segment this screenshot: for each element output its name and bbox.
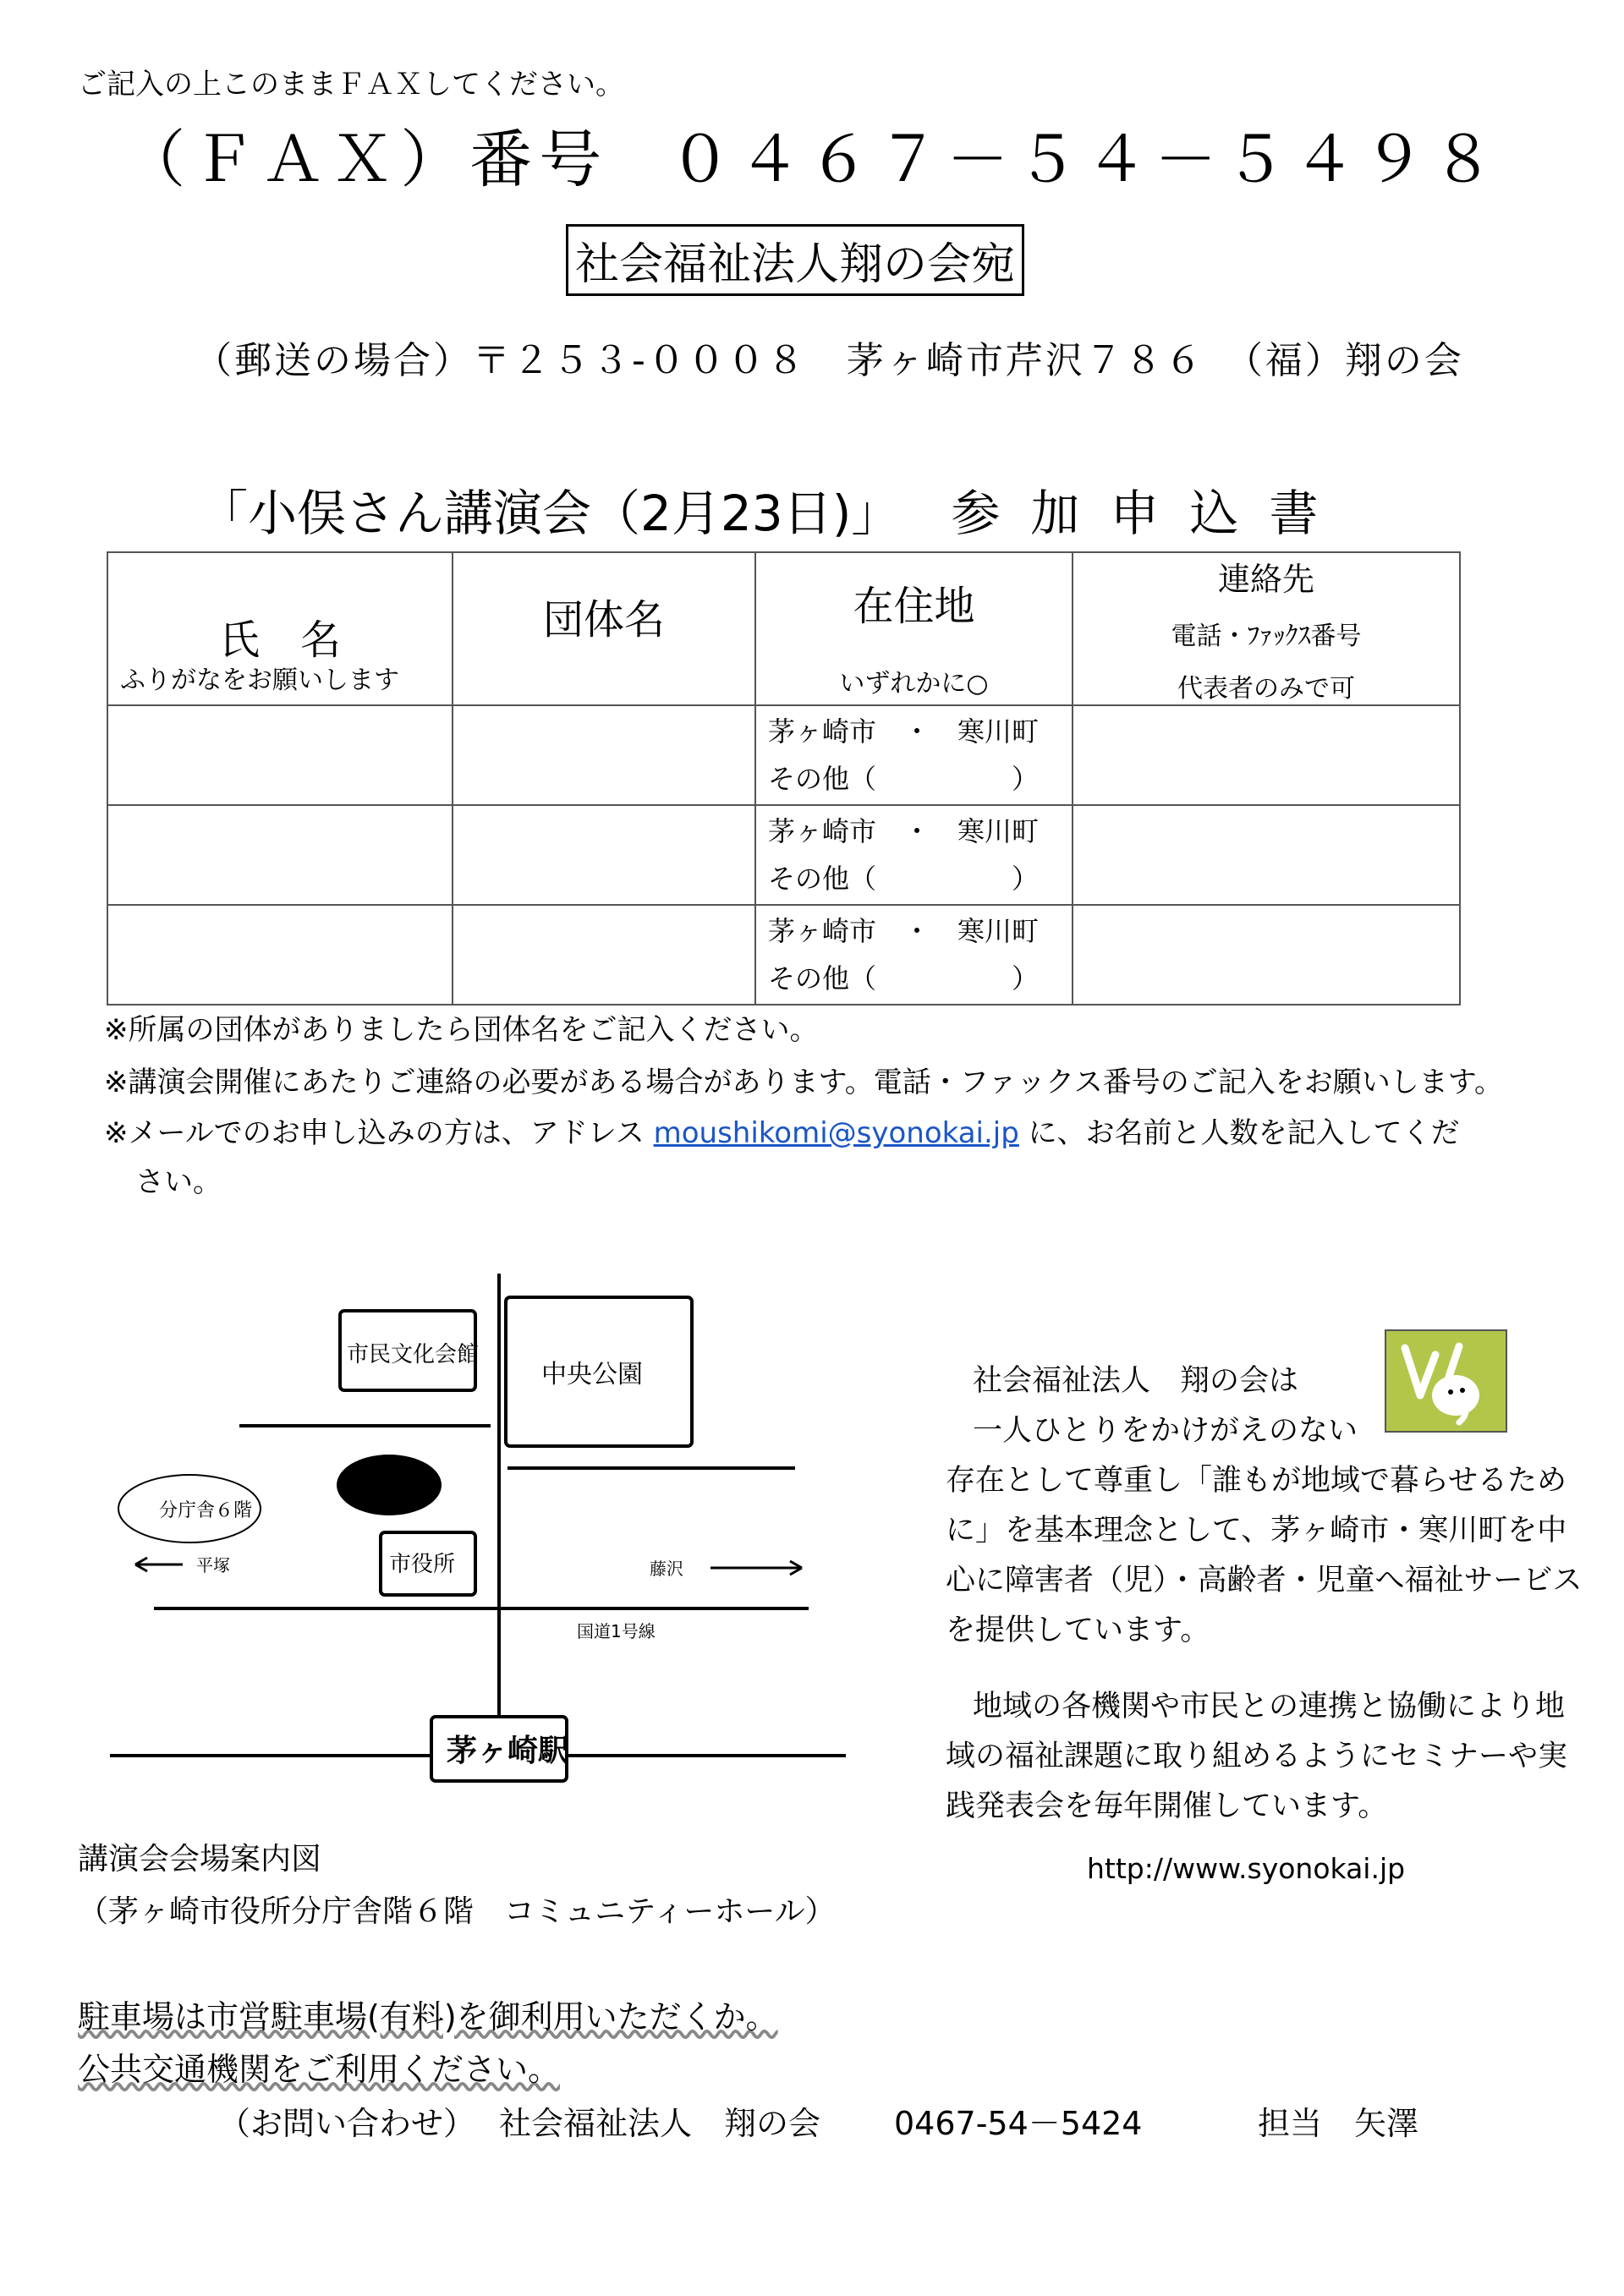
transit-info: 公共交通機関をご利用ください。 bbox=[78, 2051, 561, 2088]
form-title-event: 「小俣さん講演会（2月23日)」 bbox=[199, 485, 901, 542]
residence-other: その他（ ） bbox=[768, 962, 1040, 995]
inquiry-phone: 0467-54－5424 bbox=[894, 2105, 1143, 2142]
group-cell[interactable] bbox=[453, 805, 755, 905]
note-email-prefix: ※メールでのお申し込みの方は、アドレス bbox=[104, 1116, 645, 1150]
desc-line: 存在として尊重し「誰もが地域で暮らせるため bbox=[946, 1464, 1566, 1498]
header-group bbox=[453, 552, 755, 705]
residence-cell[interactable] bbox=[755, 905, 1073, 1005]
organization-logo bbox=[1385, 1329, 1507, 1433]
note-contact: ※講演会開催にあたりご連絡の必要がある場合があります。電話・ファックス番号のご記入をお願いします。 bbox=[104, 1066, 1504, 1099]
header-contact-sub: 電話・ﾌｧｯｸｽ番号 bbox=[1171, 622, 1362, 651]
header-group-label: 団体名 bbox=[542, 596, 665, 644]
header-residence-label: 在住地 bbox=[853, 583, 975, 630]
table-row bbox=[107, 805, 1460, 905]
inquiry-org: 社会福祉法人 翔の会 bbox=[499, 2105, 821, 2142]
name-cell[interactable] bbox=[107, 805, 453, 905]
name-cell[interactable] bbox=[107, 705, 453, 805]
header-contact-label: 連絡先 bbox=[1217, 561, 1314, 598]
desc-line: 心に障害者（児）・高齢者・児童へ福祉サービス bbox=[946, 1564, 1583, 1597]
contact-cell[interactable] bbox=[1073, 705, 1460, 805]
residence-other: その他（ ） bbox=[768, 763, 1040, 795]
residence-options: 茅ヶ崎市 ・ 寒川町 bbox=[768, 915, 1040, 947]
venue-marker bbox=[337, 1455, 442, 1515]
application-table bbox=[107, 551, 1461, 1006]
fax-label: （ＦＡＸ）番号 bbox=[123, 123, 609, 196]
form-title bbox=[199, 474, 1348, 545]
fax-number-line bbox=[0, 110, 1624, 200]
residence-options: 茅ヶ崎市 ・ 寒川町 bbox=[768, 715, 1040, 748]
desc-line: 社会福祉法人 翔の会は bbox=[973, 1364, 1299, 1398]
inquiry-label: （お問い合わせ） bbox=[218, 2105, 476, 2142]
fax-instruction: ご記入の上このままＦＡＸしてください。 bbox=[78, 68, 624, 101]
header-residence-sub: いずれかに○ bbox=[839, 669, 989, 699]
website-url[interactable]: http://www.syonokai.jp bbox=[1087, 1852, 1406, 1885]
note-email-cont: さい。 bbox=[135, 1165, 222, 1199]
header-residence bbox=[755, 552, 1073, 705]
table-row bbox=[107, 705, 1460, 805]
culture-hall-label: 市民文化会館 bbox=[347, 1342, 480, 1367]
note-group-name: ※所属の団体がありましたら団体名をご記入ください。 bbox=[104, 1013, 819, 1047]
residence-options: 茅ヶ崎市 ・ 寒川町 bbox=[768, 815, 1040, 847]
residence-cell[interactable] bbox=[755, 805, 1073, 905]
route-label: 国道1号線 bbox=[577, 1621, 656, 1641]
residence-cell[interactable] bbox=[755, 705, 1073, 805]
station-label: 茅ヶ崎駅 bbox=[447, 1734, 569, 1768]
header-name-sub: ふりがなをお願いします bbox=[120, 666, 399, 695]
inquiry-contact: 担当 矢澤 bbox=[1258, 2105, 1419, 2142]
header-contact bbox=[1073, 552, 1460, 705]
form-title-suffix: 参加申込書 bbox=[951, 485, 1349, 542]
note-email-suffix: に、お名前と人数を記入してくだ bbox=[1028, 1116, 1460, 1150]
postal-address: （郵送の場合）〒２５３‐０００８ 茅ヶ崎市芹沢７８６ （福）翔の会 bbox=[195, 339, 1464, 382]
email-link[interactable]: moushikomi@syonokai.jp bbox=[653, 1116, 1019, 1150]
desc-line: 地域の各機関や市民との連携と協働により地 bbox=[973, 1690, 1566, 1723]
name-cell[interactable] bbox=[107, 905, 453, 1005]
desc-line: 一人ひとりをかけがえのない bbox=[973, 1414, 1358, 1448]
note-email bbox=[104, 1110, 1460, 1151]
central-park-label: 中央公園 bbox=[541, 1360, 643, 1389]
hiratsuka-label: 平塚 bbox=[196, 1555, 230, 1575]
desc-line: 域の福祉課題に取り組めるようにセミナーや実 bbox=[946, 1740, 1568, 1773]
map-caption: 講演会会場案内図 bbox=[78, 1842, 322, 1877]
desc-line: に」を基本理念として、茅ヶ崎市・寒川町を中 bbox=[946, 1514, 1567, 1548]
table-header-row bbox=[107, 552, 1460, 705]
recipient-box: 社会福祉法人翔の会宛 bbox=[566, 224, 1024, 296]
fujisawa-label: 藤沢 bbox=[650, 1559, 683, 1579]
map-caption-venue: （茅ヶ崎市役所分庁舎階６階 コミュニティーホール） bbox=[78, 1894, 836, 1929]
contact-cell[interactable] bbox=[1073, 805, 1460, 905]
parking-info: 駐車場は市営駐車場(有料)を御利用いただくか。 bbox=[78, 1998, 778, 2036]
contact-cell[interactable] bbox=[1073, 905, 1460, 1005]
header-name bbox=[107, 552, 453, 705]
city-hall-label: 市役所 bbox=[389, 1552, 456, 1577]
group-cell[interactable] bbox=[453, 905, 755, 1005]
group-cell[interactable] bbox=[453, 705, 755, 805]
header-name-label: 氏 名 bbox=[218, 616, 341, 664]
fax-number: ０４６７－５４－５４９８ bbox=[668, 123, 1501, 196]
header-contact-sub2: 代表者のみで可 bbox=[1177, 674, 1355, 704]
venue-map bbox=[102, 1260, 863, 1801]
annex-label: 分庁舎６階 bbox=[159, 1500, 253, 1521]
desc-line: を提供しています。 bbox=[946, 1614, 1210, 1647]
residence-other: その他（ ） bbox=[768, 863, 1040, 895]
desc-line: 践発表会を毎年開催しています。 bbox=[946, 1789, 1388, 1823]
table-row bbox=[107, 905, 1460, 1005]
